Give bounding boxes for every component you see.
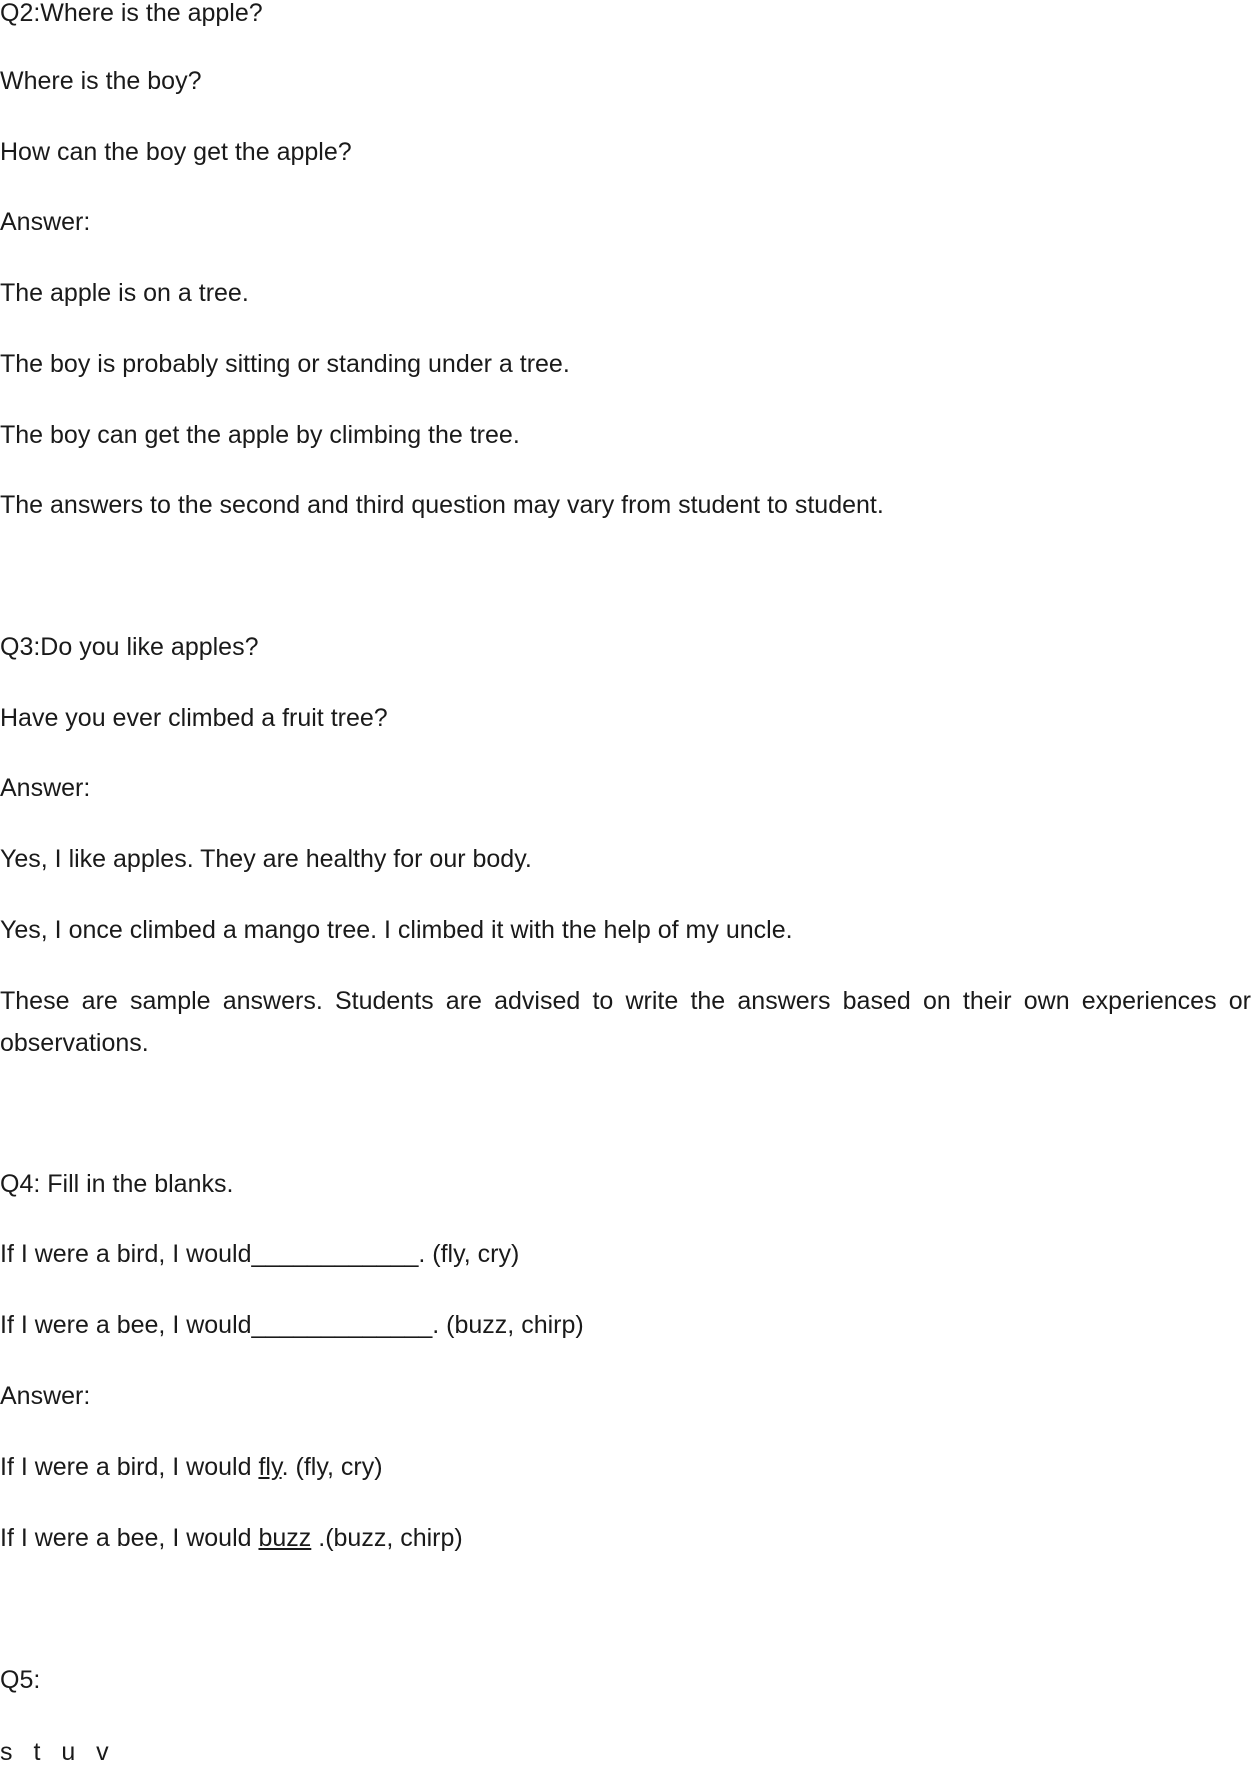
q4-blank-1: [0, 1238, 519, 1270]
blank-line: _____________: [251, 1311, 433, 1339]
q4-answer-2: [0, 1522, 463, 1554]
answer-prefix: If I were a bee, I would: [0, 1524, 259, 1552]
answer-prefix: If I were a bird, I would: [0, 1453, 259, 1481]
q2-answer-2: The boy is probably sitting or standing under a tree.: [0, 350, 570, 378]
q3-question-2: Have you ever climbed a fruit tree?: [0, 704, 388, 732]
q3-question-1: Q3:Do you like apples?: [0, 633, 259, 661]
q3-answer-1: Yes, I like apples. They are healthy for our body.: [0, 845, 532, 873]
q3-answer-2: Yes, I once climbed a mango tree. I climbed it with the help of my uncle.: [0, 916, 793, 944]
answer-suffix: .(buzz, chirp): [311, 1524, 463, 1552]
blank-prefix: If I were a bee, I would: [0, 1311, 252, 1339]
answer-word: fly: [258, 1453, 282, 1481]
q4-answer-label: Answer:: [0, 1382, 91, 1410]
q4-title: Q4: Fill in the blanks.: [0, 1170, 234, 1198]
blank-line: ____________: [251, 1240, 419, 1268]
q2-note: The answers to the second and third question may vary from student to student.: [0, 491, 884, 519]
answer-suffix: . (fly, cry): [281, 1453, 383, 1481]
q2-answer-3: The boy can get the apple by climbing the tree.: [0, 421, 520, 449]
blank-options: . (buzz, chirp): [432, 1311, 584, 1339]
q2-answer-1: The apple is on a tree.: [0, 279, 249, 307]
q2-answer-label: Answer:: [0, 208, 91, 236]
q4-answer-1: [0, 1451, 383, 1483]
q2-question-2: Where is the boy?: [0, 67, 202, 95]
q5-letters: s t u v: [0, 1738, 109, 1766]
answer-word: buzz: [258, 1524, 312, 1552]
q3-note: These are sample answers. Students are advised to write the answers based on their own experiences or observations.: [0, 987, 1251, 1057]
blank-prefix: If I were a bird, I would: [0, 1240, 252, 1268]
q2-question-1: Q2:Where is the apple?: [0, 0, 263, 27]
blank-options: . (fly, cry): [418, 1240, 520, 1268]
q5-title: Q5:: [0, 1666, 41, 1694]
q4-blank-2: [0, 1309, 584, 1341]
q3-answer-label: Answer:: [0, 774, 91, 802]
q2-question-3: How can the boy get the apple?: [0, 138, 352, 166]
